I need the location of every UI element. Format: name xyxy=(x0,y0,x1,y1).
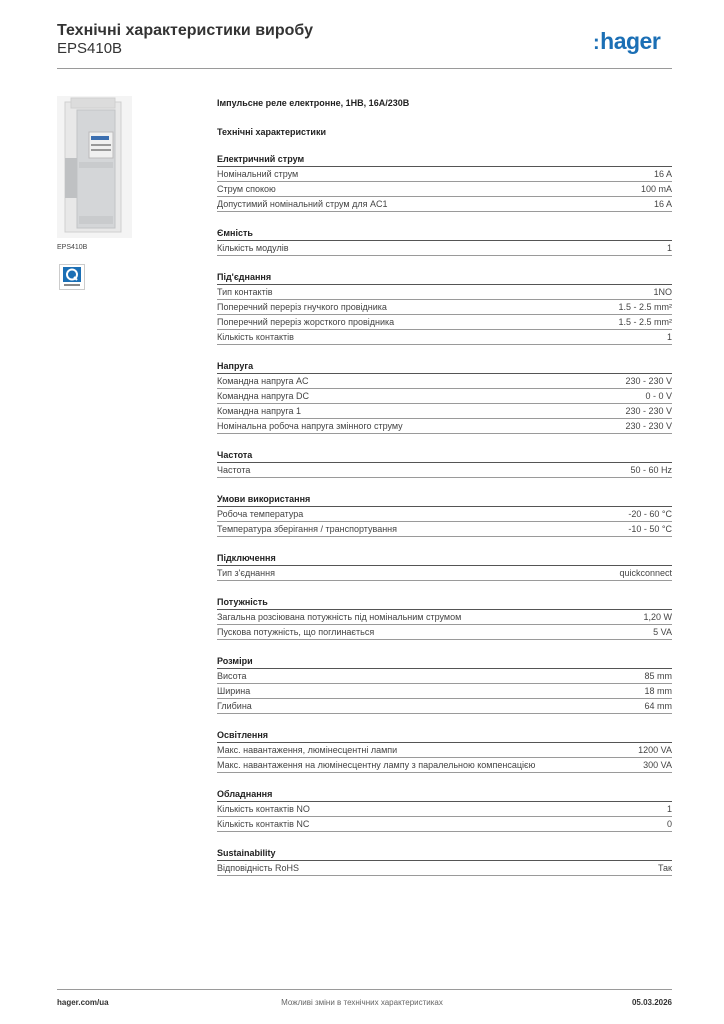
spec-label: Кількість контактів NC xyxy=(217,819,310,829)
product-description: Імпульсне реле електронне, 1НВ, 16A/230B xyxy=(217,98,410,108)
section-title: Ємність xyxy=(217,227,672,241)
spec-value: 100 mA xyxy=(640,184,672,194)
spec-label: Номінальний струм xyxy=(217,169,299,179)
spec-row xyxy=(217,241,672,256)
spec-content xyxy=(217,96,672,876)
spec-value: 0 - 0 V xyxy=(645,391,672,401)
section-title: Розміри xyxy=(217,655,672,669)
spec-row xyxy=(217,758,672,773)
spec-value: -10 - 50 °C xyxy=(628,524,672,534)
spec-row xyxy=(217,817,672,832)
spec-row xyxy=(217,669,672,684)
spec-value: 1NO xyxy=(653,287,672,297)
spec-heading: Технічні характеристики xyxy=(217,127,326,137)
spec-section xyxy=(217,360,672,434)
spec-label: Макс. навантаження, люмінесцентні лампи xyxy=(217,745,398,755)
spec-value: 1.5 - 2.5 mm² xyxy=(618,317,672,327)
logo-text: hager xyxy=(600,28,661,54)
section-title: Потужність xyxy=(217,596,672,610)
spec-section xyxy=(217,788,672,832)
spec-value: 16 A xyxy=(653,199,672,209)
spec-value: Так xyxy=(657,863,672,873)
spec-section xyxy=(217,227,672,256)
spec-row xyxy=(217,802,672,817)
hager-logo: :hager xyxy=(593,28,661,54)
spec-label: Командна напруга AC xyxy=(217,376,309,386)
spec-row xyxy=(217,182,672,197)
spec-label: Макс. навантаження на люмінесцентну лампу з паралельною компенсацією xyxy=(217,760,536,770)
spec-row xyxy=(217,625,672,640)
spec-row xyxy=(217,315,672,330)
image-caption: EPS410B xyxy=(57,244,88,251)
spec-section xyxy=(217,552,672,581)
spec-label: Робоча температура xyxy=(217,509,304,519)
page-title: Технічні характеристики виробу xyxy=(57,22,313,39)
spec-row xyxy=(217,197,672,212)
footer-website: hager.com/ua xyxy=(57,998,109,1007)
spec-section xyxy=(217,449,672,478)
quality-badge-icon xyxy=(59,264,85,290)
spec-value: 1 xyxy=(666,332,672,342)
spec-section xyxy=(217,271,672,345)
product-code: EPS410B xyxy=(57,40,123,57)
spec-row xyxy=(217,522,672,537)
spec-label: Поперечний переріз гнучкого провідника xyxy=(217,302,387,312)
spec-row xyxy=(217,374,672,389)
spec-value: quickconnect xyxy=(619,568,672,578)
section-title: Підключення xyxy=(217,552,672,566)
spec-value: 5 VA xyxy=(653,627,672,637)
spec-label: Висота xyxy=(217,671,247,681)
spec-label: Командна напруга 1 xyxy=(217,406,301,416)
spec-label: Температура зберігання / транспортування xyxy=(217,524,398,534)
spec-value: 0 xyxy=(666,819,672,829)
spec-value: 16 A xyxy=(653,169,672,179)
spec-label: Номінальна робоча напруга змінного струму xyxy=(217,421,403,431)
spec-row xyxy=(217,300,672,315)
spec-section xyxy=(217,847,672,876)
spec-label: Пускова потужність, що поглинається xyxy=(217,627,375,637)
spec-label: Допустимий номінальний струм для AC1 xyxy=(217,199,388,209)
spec-value: 230 - 230 V xyxy=(625,421,672,431)
spec-value: 1200 VA xyxy=(638,745,672,755)
spec-value: 230 - 230 V xyxy=(625,376,672,386)
spec-label: Командна напруга DC xyxy=(217,391,309,401)
spec-label: Кількість контактів NO xyxy=(217,804,310,814)
spec-row xyxy=(217,699,672,714)
spec-value: 1 xyxy=(666,243,672,253)
section-title: Sustainability xyxy=(217,847,672,861)
spec-section xyxy=(217,729,672,773)
spec-value: 1,20 W xyxy=(643,612,672,622)
spec-section xyxy=(217,153,672,212)
spec-value: 1 xyxy=(666,804,672,814)
spec-row xyxy=(217,684,672,699)
section-title: Електричний струм xyxy=(217,153,672,167)
spec-value: 18 mm xyxy=(644,686,672,696)
spec-value: 230 - 230 V xyxy=(625,406,672,416)
spec-row xyxy=(217,419,672,434)
spec-section xyxy=(217,655,672,714)
spec-row xyxy=(217,285,672,300)
spec-label: Кількість модулів xyxy=(217,243,289,253)
product-image xyxy=(57,96,132,238)
footer-divider xyxy=(57,989,672,990)
spec-section xyxy=(217,596,672,640)
spec-label: Ширина xyxy=(217,686,251,696)
footer-date: 05.03.2026 xyxy=(631,998,672,1007)
spec-value: 1.5 - 2.5 mm² xyxy=(618,302,672,312)
section-title: Умови використання xyxy=(217,493,672,507)
spec-row xyxy=(217,861,672,876)
header-divider xyxy=(57,68,672,69)
spec-value: -20 - 60 °C xyxy=(628,509,672,519)
spec-value: 300 VA xyxy=(643,760,672,770)
spec-row xyxy=(217,507,672,522)
spec-row xyxy=(217,566,672,581)
spec-row xyxy=(217,610,672,625)
footer-notice: Можливі зміни в технічних характеристиках xyxy=(281,998,443,1007)
spec-label: Поперечний переріз жорсткого провідника xyxy=(217,317,395,327)
spec-row xyxy=(217,404,672,419)
spec-label: Частота xyxy=(217,465,251,475)
spec-label: Тип з'єднання xyxy=(217,568,275,578)
spec-row xyxy=(217,389,672,404)
section-title: Частота xyxy=(217,449,672,463)
spec-value: 50 - 60 Hz xyxy=(630,465,672,475)
section-title: Напруга xyxy=(217,360,672,374)
spec-label: Тип контактів xyxy=(217,287,273,297)
spec-section xyxy=(217,493,672,537)
section-title: Обладнання xyxy=(217,788,672,802)
section-title: Освітлення xyxy=(217,729,672,743)
spec-row xyxy=(217,463,672,478)
spec-value: 64 mm xyxy=(644,701,672,711)
spec-label: Загальна розсіювана потужність під номінальним струмом xyxy=(217,612,462,622)
spec-sections xyxy=(217,153,672,876)
spec-label: Струм спокою xyxy=(217,184,276,194)
section-title: Під'єднання xyxy=(217,271,672,285)
spec-label: Глибина xyxy=(217,701,252,711)
spec-row xyxy=(217,330,672,345)
spec-value: 85 mm xyxy=(644,671,672,681)
spec-row xyxy=(217,167,672,182)
spec-label: Кількість контактів xyxy=(217,332,294,342)
spec-row xyxy=(217,743,672,758)
spec-label: Відповідність RoHS xyxy=(217,863,299,873)
